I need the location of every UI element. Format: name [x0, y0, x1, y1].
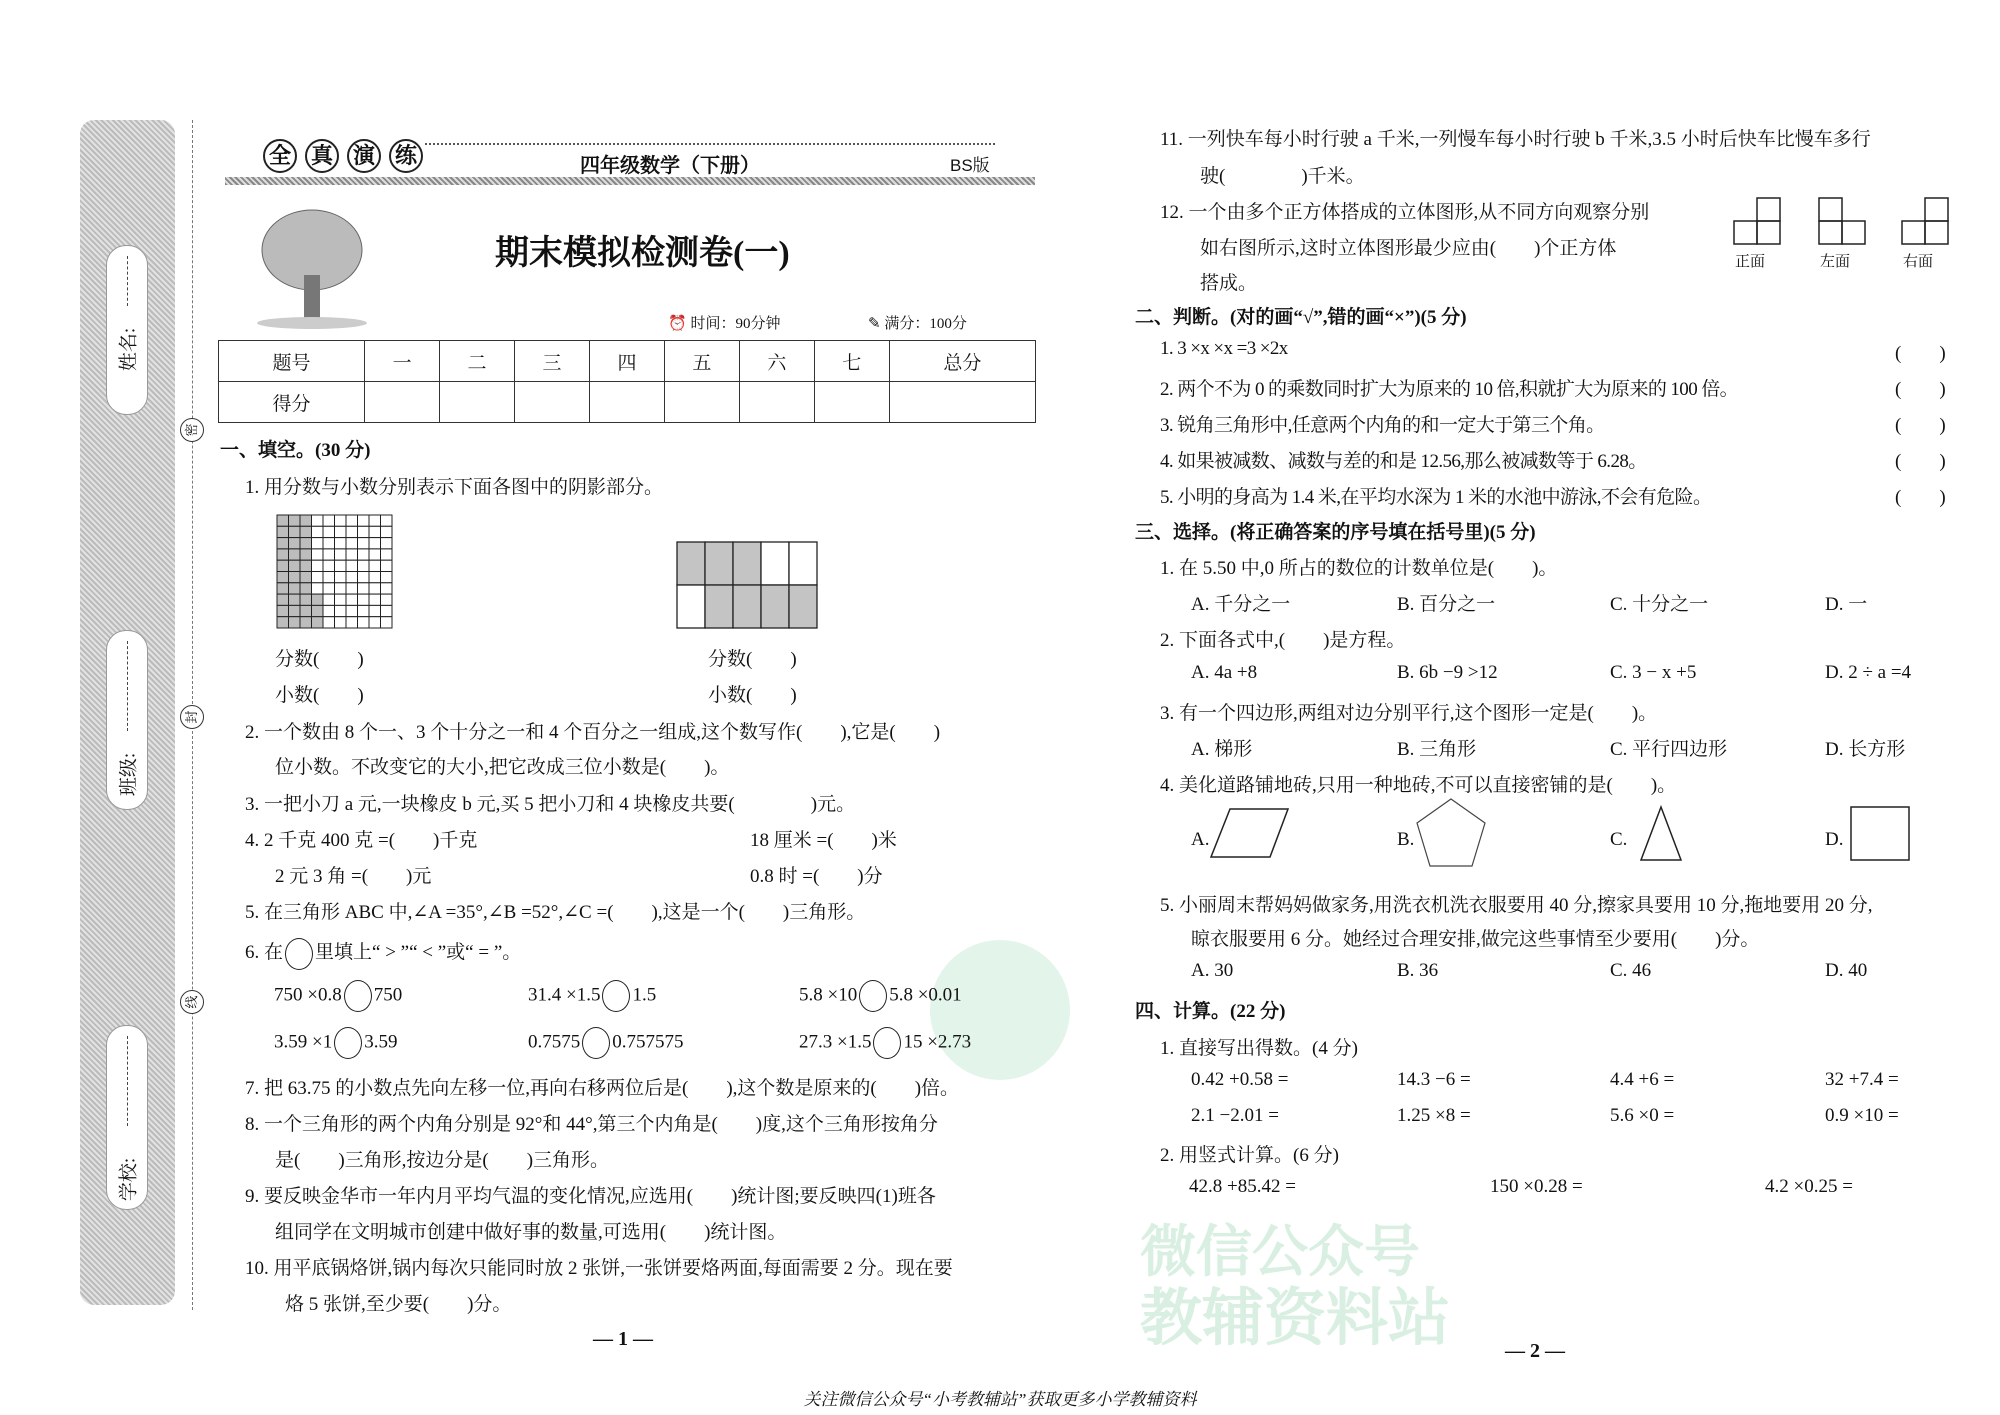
- grid-cell: [346, 560, 358, 571]
- grid-cell: [300, 515, 312, 526]
- page-number: — 1 —: [593, 1328, 653, 1350]
- score-cell[interactable]: [440, 382, 515, 423]
- choice-option[interactable]: C. 平行四边形: [1610, 739, 1728, 760]
- compare-circle[interactable]: [873, 1027, 901, 1059]
- question-text: 6. 在 里填上“ > ”“ < ”或“ = ”。: [245, 937, 521, 970]
- judge-item: 1. 3 ×x ×x =3 ×2x: [1160, 338, 1288, 359]
- grid-cell: [300, 538, 312, 549]
- grid-cell: [369, 617, 381, 628]
- decimal-answer[interactable]: 小数( ): [275, 685, 364, 706]
- front-view-figure: [1733, 197, 1783, 247]
- grid-cell: [346, 594, 358, 605]
- watermark-line2: 教辅资料站: [1140, 1281, 1451, 1354]
- parallelogram-shape: [1210, 808, 1290, 858]
- score-cell[interactable]: [889, 382, 1035, 423]
- choice-option[interactable]: B. 36: [1397, 960, 1439, 981]
- grid-cell: [335, 560, 347, 571]
- view-label: 正面: [1735, 254, 1766, 270]
- grid-cell: [789, 542, 817, 585]
- grid-cell: [733, 542, 761, 585]
- grid-cell: [358, 572, 370, 583]
- grid-cell: [346, 526, 358, 537]
- page-number: — 2 —: [1505, 1340, 1565, 1362]
- choice-option[interactable]: B. 三角形: [1397, 739, 1477, 760]
- judge-item: 5. 小明的身高为 1.4 米,在平均水深为 1 米的水池中游泳,不会有危险。: [1160, 487, 1712, 508]
- compare-circle[interactable]: [859, 980, 887, 1012]
- question-text: 1. 用分数与小数分别表示下面各图中的阴影部分。: [245, 477, 664, 498]
- compare-item: 31.4 ×1.5 1.5: [528, 980, 656, 1012]
- grid-cell: [705, 542, 733, 585]
- grid-cell: [789, 585, 817, 628]
- question-text: 7. 把 63.75 的小数点先向左移一位,再向右移两位后是( ),这个数是原来的( )倍。: [245, 1078, 960, 1099]
- question-text: 2. 一个数由 8 个一、3 个十分之一和 4 个百分之一组成,这个数写作( ),它是( ): [245, 722, 941, 743]
- grid-cell: [312, 560, 324, 571]
- edition-label: BS版: [950, 156, 990, 175]
- grid-cell: [358, 605, 370, 616]
- calc-item: 42.8 +85.42 =: [1189, 1176, 1296, 1197]
- grid-cell: [335, 549, 347, 560]
- grid-cell: [312, 526, 324, 537]
- table-row: [219, 341, 1036, 382]
- page-header: [225, 135, 1035, 185]
- question-text: 如右图所示,这时立体图形最少应由( )个正方体: [1200, 238, 1617, 259]
- choice-option[interactable]: C. 3 − x +5: [1610, 662, 1697, 683]
- choice-option[interactable]: C.: [1610, 829, 1628, 850]
- grid-cell: [335, 617, 347, 628]
- judge-item: 3. 锐角三角形中,任意两个内角的和一定大于第三个角。: [1160, 415, 1605, 436]
- grid-cell: [300, 617, 312, 628]
- grid-cell: [323, 594, 335, 605]
- grid-cell: [312, 549, 324, 560]
- table-row: [219, 382, 1036, 423]
- grid-cell: [289, 605, 301, 616]
- grid-cell: [358, 560, 370, 571]
- question-text: 晾衣服要用 6 分。她经过合理安排,做完这些事情至少要用( )分。: [1191, 929, 1760, 950]
- exam-time: ⏰ 时间：90分钟: [668, 316, 781, 332]
- grid-cell: [705, 585, 733, 628]
- seal-mark: 线: [180, 990, 204, 1014]
- choice-option[interactable]: A. 4a +8: [1191, 662, 1258, 683]
- compare-circle[interactable]: [334, 1027, 362, 1059]
- question-text: 12. 一个由多个正方体搭成的立体图形,从不同方向观察分别: [1160, 202, 1650, 223]
- view-label: 左面: [1820, 254, 1851, 270]
- grid-cell: [300, 605, 312, 616]
- section-heading: 四、计算。(22 分): [1135, 1001, 1286, 1022]
- choice-option[interactable]: D. 40: [1825, 960, 1868, 981]
- question-text: 1. 直接写出得数。(4 分): [1160, 1038, 1358, 1059]
- table-cell: 六: [739, 341, 814, 382]
- question-text: 5. 在三角形 ABC 中,∠A =35°,∠B =52°,∠C =( ),这是一个( )三角形。: [245, 902, 866, 923]
- question-text: 2. 用竖式计算。(6 分): [1160, 1145, 1339, 1166]
- grid-cell: [677, 585, 705, 628]
- hundred-grid-figure: [277, 515, 392, 628]
- grid-cell: [381, 572, 393, 583]
- compare-item: 0.7575 0.757575: [528, 1027, 684, 1059]
- table-cell: 四: [589, 341, 664, 382]
- choice-option[interactable]: C. 十分之一: [1610, 594, 1709, 615]
- grid-cell: [358, 617, 370, 628]
- calc-item: 0.42 +0.58 =: [1191, 1069, 1289, 1090]
- question-text: 2 元 3 角 =( )元: [275, 866, 432, 887]
- name-label: 姓名:: [118, 327, 140, 372]
- grid-cell: [335, 515, 347, 526]
- left-view-figure: [1818, 197, 1868, 247]
- right-view-figure: [1901, 197, 1951, 247]
- table-cell: 题号: [219, 341, 365, 382]
- triangle-shape: [1640, 806, 1682, 862]
- grid-cell: [323, 560, 335, 571]
- score-cell[interactable]: [814, 382, 889, 423]
- grid-cell: [335, 572, 347, 583]
- question-text: 搭成。: [1200, 273, 1258, 294]
- table-cell: 五: [664, 341, 739, 382]
- compare-item: 750 ×0.8 750: [274, 980, 402, 1012]
- seal-mark: 封: [180, 705, 204, 729]
- view-label: 右面: [1903, 254, 1934, 270]
- grid-cell: [381, 583, 393, 594]
- fraction-answer[interactable]: 分数( ): [275, 649, 364, 670]
- question-text: 5. 小丽周末帮妈妈做家务,用洗衣机洗衣服要用 40 分,擦家具要用 10 分,拖地要用 20 分,: [1160, 895, 1873, 916]
- choice-option[interactable]: D. 2 ÷ a =4: [1825, 662, 1912, 683]
- choice-option[interactable]: C. 46: [1610, 960, 1652, 981]
- question-text: 4. 2 千克 400 克 =( )千克: [245, 830, 478, 851]
- calc-item: 0.9 ×10 =: [1825, 1105, 1899, 1126]
- judge-answer-blank[interactable]: ( ): [1895, 379, 1946, 400]
- grid-cell: [335, 583, 347, 594]
- grid-cell: [381, 605, 393, 616]
- table-cell: 得分: [219, 382, 365, 423]
- footer-note: 关注微信公众号“小考教辅站”获取更多小学教辅资料: [803, 1390, 1197, 1409]
- brand-logo: 全 真 演 练: [263, 139, 431, 173]
- choice-option[interactable]: A.: [1191, 829, 1210, 850]
- question-text: 1. 在 5.50 中,0 所占的数位的计数单位是( )。: [1160, 558, 1558, 579]
- compare-item: 3.59 ×1 3.59: [274, 1027, 397, 1059]
- grid-cell: [677, 542, 705, 585]
- choice-option[interactable]: A. 千分之一: [1191, 594, 1291, 615]
- grid-cell: [277, 594, 289, 605]
- grid-cell: [369, 515, 381, 526]
- question-text: 9. 要反映金华市一年内月平均气温的变化情况,应选用( )统计图;要反映四(1)班各: [245, 1186, 936, 1207]
- grid-cell: [381, 538, 393, 549]
- school-label: 学校:: [118, 1157, 140, 1202]
- question-text: 组同学在文明城市创建中做好事的数量,可选用( )统计图。: [275, 1222, 787, 1243]
- grid-cell: [323, 583, 335, 594]
- grid-cell: [369, 594, 381, 605]
- grid-cell: [358, 594, 370, 605]
- grid-cell: [335, 594, 347, 605]
- grid-cell: [381, 560, 393, 571]
- choice-option[interactable]: A. 梯形: [1191, 739, 1253, 760]
- grid-cell: [300, 583, 312, 594]
- score-cell[interactable]: [664, 382, 739, 423]
- calc-item: 4.2 ×0.25 =: [1765, 1176, 1853, 1197]
- binding-sidebar: [80, 120, 175, 1305]
- grid-cell: [277, 617, 289, 628]
- full-score: ✎ 满分：100分: [868, 316, 967, 332]
- question-text: 4. 美化道路铺地砖,只用一种地砖,不可以直接密铺的是( )。: [1160, 775, 1677, 796]
- pentagon-shape: [1416, 798, 1486, 868]
- choice-option[interactable]: A. 30: [1191, 960, 1234, 981]
- grid-cell: [381, 617, 393, 628]
- grid-cell: [277, 583, 289, 594]
- compare-circle[interactable]: [344, 980, 372, 1012]
- grid-cell: [323, 572, 335, 583]
- calc-item: 2.1 −2.01 =: [1191, 1105, 1279, 1126]
- tree-illustration: [250, 205, 375, 330]
- question-text: 11. 一列快车每小时行驶 a 千米,一列慢车每小时行驶 b 千米,3.5 小时后快车比慢车多行: [1160, 129, 1871, 150]
- grid-cell: [346, 605, 358, 616]
- calc-item: 32 +7.4 =: [1825, 1069, 1899, 1090]
- grid-cell: [335, 526, 347, 537]
- table-cell: 二: [440, 341, 515, 382]
- grid-cell: [300, 594, 312, 605]
- grid-cell: [369, 526, 381, 537]
- grid-cell: [346, 583, 358, 594]
- grid-cell: [369, 549, 381, 560]
- grid-cell: [312, 572, 324, 583]
- choice-option[interactable]: B.: [1397, 829, 1415, 850]
- page-title: 期末模拟检测卷(一): [495, 235, 790, 272]
- grid-cell: [277, 549, 289, 560]
- judge-answer-blank[interactable]: ( ): [1895, 487, 1946, 508]
- question-text: 烙 5 张饼,至少要( )分。: [285, 1294, 512, 1315]
- rectangle-shape: [1850, 806, 1910, 861]
- grid-cell: [277, 515, 289, 526]
- grid-cell: [289, 538, 301, 549]
- score-table: [218, 340, 1036, 423]
- grid-cell: [358, 515, 370, 526]
- grid-cell: [277, 538, 289, 549]
- grid-cell: [346, 515, 358, 526]
- grid-cell: [369, 583, 381, 594]
- judge-answer-blank[interactable]: ( ): [1895, 415, 1946, 436]
- watermark-line1: 微信公众号: [1140, 1220, 1420, 1285]
- grid-cell: [369, 572, 381, 583]
- calc-item: 150 ×0.28 =: [1490, 1176, 1583, 1197]
- grid-cell: [289, 583, 301, 594]
- class-field[interactable]: [106, 630, 148, 810]
- question-text: 是( )三角形,按边分是( )三角形。: [275, 1150, 610, 1171]
- grid-cell: [346, 538, 358, 549]
- grid-cell: [381, 526, 393, 537]
- class-label: 班级:: [118, 752, 140, 797]
- grid-cell: [289, 594, 301, 605]
- compare-circle[interactable]: [582, 1027, 610, 1059]
- judge-answer-blank[interactable]: ( ): [1895, 343, 1946, 364]
- choice-option[interactable]: D.: [1825, 829, 1844, 850]
- grid-cell: [312, 605, 324, 616]
- grid-cell: [733, 585, 761, 628]
- question-text: 0.8 时 =( )分: [750, 866, 883, 887]
- grid-cell: [300, 549, 312, 560]
- pen-icon: ✎: [868, 316, 885, 332]
- grid-cell: [346, 617, 358, 628]
- grid-cell: [312, 617, 324, 628]
- clock-icon: ⏰: [668, 316, 691, 332]
- grid-cell: [323, 538, 335, 549]
- grid-cell: [381, 515, 393, 526]
- calc-item: 1.25 ×8 =: [1397, 1105, 1471, 1126]
- question-text: 10. 用平底锅烙饼,锅内每次只能同时放 2 张饼,一张饼要烙两面,每面需要 2 分。现在要: [245, 1258, 953, 1279]
- judge-item: 4. 如果被减数、减数与差的和是 12.56,那么被减数等于 6.28。: [1160, 451, 1647, 472]
- choice-option[interactable]: B. 百分之一: [1397, 594, 1496, 615]
- judge-item: 2. 两个不为 0 的乘数同时扩大为原来的 10 倍,积就扩大为原来的 100 倍。: [1160, 379, 1739, 400]
- grid-cell: [346, 572, 358, 583]
- question-text: 2. 下面各式中,( )是方程。: [1160, 630, 1406, 651]
- score-cell[interactable]: [365, 382, 440, 423]
- grid-cell: [300, 560, 312, 571]
- judge-answer-blank[interactable]: ( ): [1895, 451, 1946, 472]
- grid-cell: [323, 526, 335, 537]
- section-heading: 三、选择。(将正确答案的序号填在括号里)(5 分): [1135, 522, 1536, 543]
- grid-cell: [289, 526, 301, 537]
- score-cell[interactable]: [589, 382, 664, 423]
- grid-cell: [323, 617, 335, 628]
- compare-item: 27.3 ×1.5 15 ×2.73: [799, 1027, 971, 1059]
- question-text: 位小数。不改变它的大小,把它改成三位小数是( )。: [275, 757, 730, 778]
- table-cell: 总分: [889, 341, 1035, 382]
- score-cell[interactable]: [515, 382, 590, 423]
- grid-cell: [312, 583, 324, 594]
- question-text: 驶( )千米。: [1200, 166, 1365, 187]
- grid-cell: [289, 572, 301, 583]
- grid-cell: [323, 605, 335, 616]
- section-heading: 一、填空。(30 分): [220, 440, 371, 461]
- calc-item: 14.3 −6 =: [1397, 1069, 1471, 1090]
- question-text: 3. 有一个四边形,两组对边分别平行,这个图形一定是( )。: [1160, 703, 1658, 724]
- choice-option[interactable]: D. 一: [1825, 594, 1868, 615]
- ten-part-figure: [677, 542, 817, 628]
- grid-cell: [312, 538, 324, 549]
- grid-cell: [323, 549, 335, 560]
- grid-cell: [323, 515, 335, 526]
- grid-cell: [300, 572, 312, 583]
- choice-option[interactable]: B. 6b −9 >12: [1397, 662, 1498, 683]
- fraction-answer[interactable]: 分数( ): [708, 649, 797, 670]
- grid-cell: [369, 538, 381, 549]
- grid-cell: [358, 549, 370, 560]
- calc-item: 5.6 ×0 =: [1610, 1105, 1675, 1126]
- compare-circle[interactable]: [602, 980, 630, 1012]
- grid-cell: [335, 605, 347, 616]
- choice-option[interactable]: D. 长方形: [1825, 739, 1906, 760]
- grid-cell: [277, 605, 289, 616]
- grid-cell: [289, 560, 301, 571]
- grid-cell: [277, 526, 289, 537]
- name-field[interactable]: [106, 245, 148, 415]
- table-cell: 一: [365, 341, 440, 382]
- subject-title: 四年级数学（下册）: [580, 155, 760, 177]
- school-field[interactable]: [106, 1025, 148, 1210]
- question-text: 18 厘米 =( )米: [750, 830, 897, 851]
- calc-item: 4.4 +6 =: [1610, 1069, 1675, 1090]
- grid-cell: [300, 526, 312, 537]
- question-text: 3. 一把小刀 a 元,一块橡皮 b 元,买 5 把小刀和 4 块橡皮共要( )元。: [245, 794, 856, 815]
- grid-cell: [289, 515, 301, 526]
- score-cell[interactable]: [739, 382, 814, 423]
- grid-cell: [358, 583, 370, 594]
- grid-cell: [289, 549, 301, 560]
- grid-cell: [381, 594, 393, 605]
- grid-cell: [761, 585, 789, 628]
- grid-cell: [335, 538, 347, 549]
- compare-item: 5.8 ×10 5.8 ×0.01: [799, 980, 962, 1012]
- grid-cell: [277, 572, 289, 583]
- grid-cell: [358, 526, 370, 537]
- grid-cell: [761, 542, 789, 585]
- grid-cell: [369, 560, 381, 571]
- table-cell: 七: [814, 341, 889, 382]
- grid-cell: [358, 538, 370, 549]
- circle-blank-icon: [285, 938, 313, 970]
- seal-mark: 密: [180, 418, 204, 442]
- question-text: 8. 一个三角形的两个内角分别是 92°和 44°,第三个内角是( )度,这个三角形按角分: [245, 1114, 938, 1135]
- grid-cell: [289, 617, 301, 628]
- section-heading: 二、判断。(对的画“√”,错的画“×”)(5 分): [1135, 307, 1467, 328]
- grid-cell: [381, 549, 393, 560]
- grid-cell: [277, 560, 289, 571]
- grid-cell: [346, 549, 358, 560]
- grid-cell: [312, 515, 324, 526]
- grid-cell: [312, 594, 324, 605]
- grid-cell: [369, 605, 381, 616]
- decimal-answer[interactable]: 小数( ): [708, 685, 797, 706]
- table-cell: 三: [515, 341, 590, 382]
